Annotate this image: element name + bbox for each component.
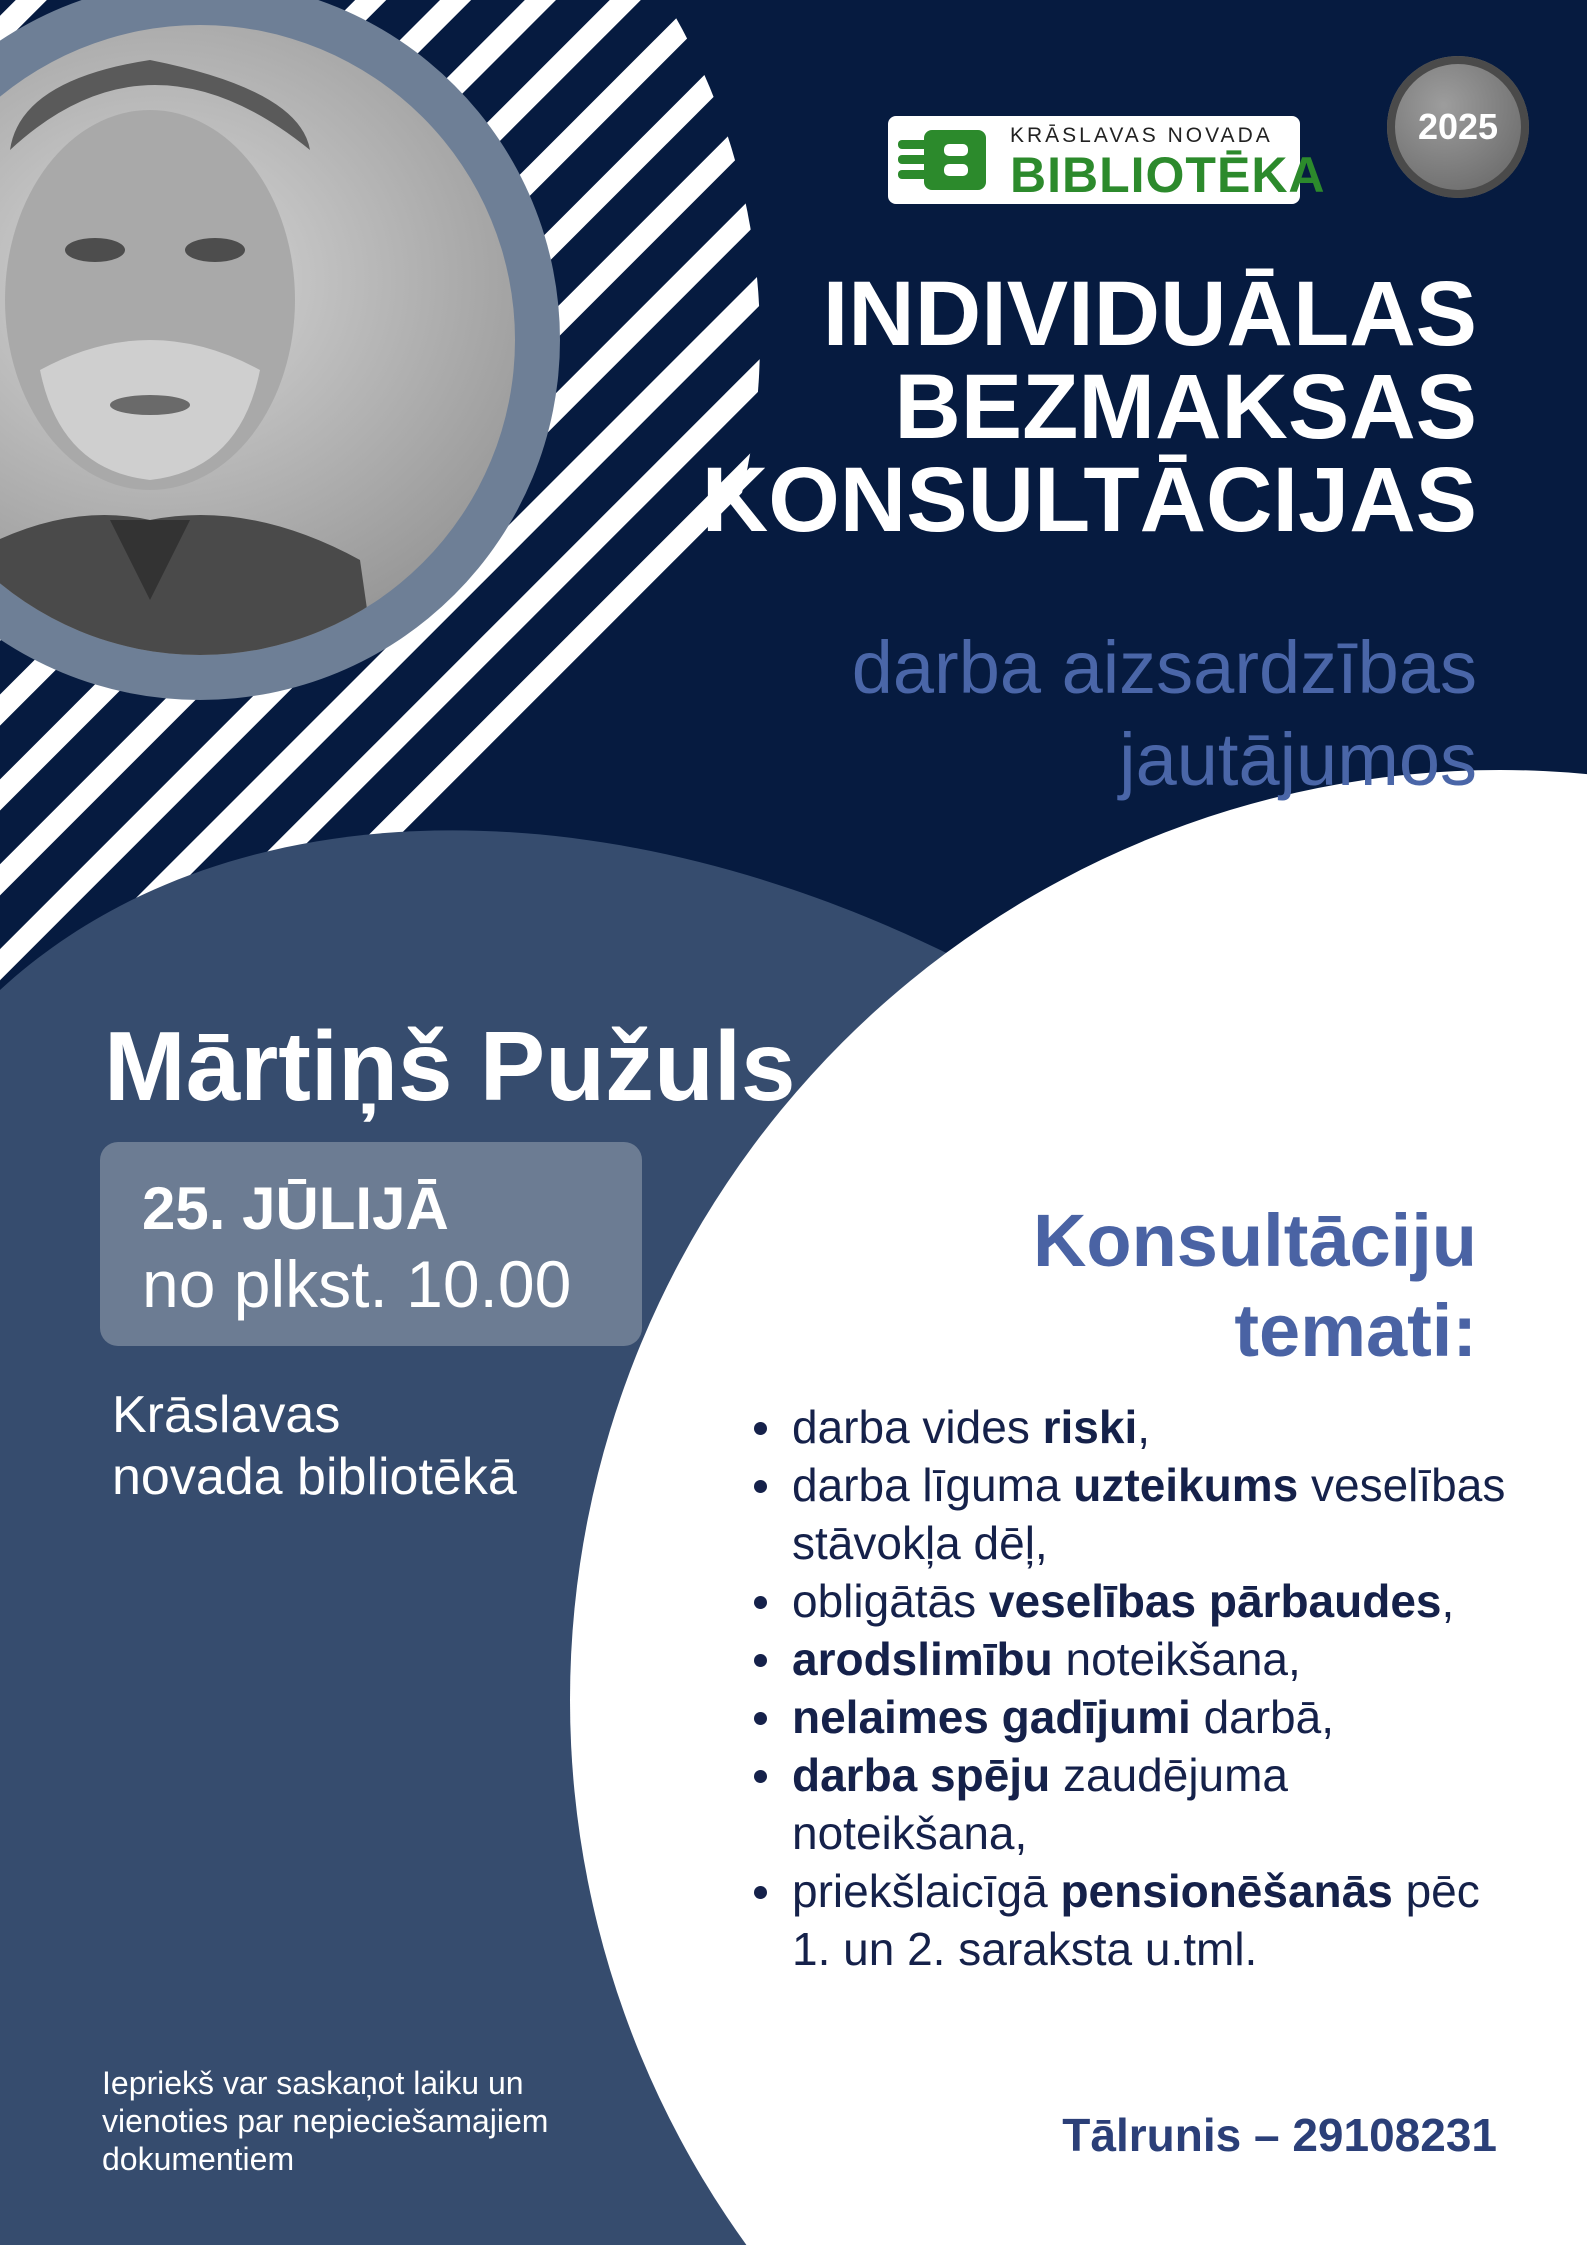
title-line: KONSULTĀCIJAS (701, 449, 1477, 551)
note-line: Iepriekš var saskaņot laiku un (102, 2065, 524, 2101)
note-line: dokumentiem (102, 2141, 295, 2177)
book-icon (894, 124, 1004, 196)
appointment-note (102, 2064, 548, 2178)
year-badge: 2025 (1387, 56, 1529, 198)
location-line: novada bibliotēkā (112, 1448, 517, 1506)
topics-list (750, 1398, 1510, 1978)
list-item: priekšlaicīgā pensionēšanās pēc 1. un 2. saraksta u.tml. (750, 1862, 1510, 1978)
speaker-name: Mārtiņš Pužuls (104, 1011, 796, 1121)
location-line: Krāslavas (112, 1386, 341, 1444)
list-item: arodslimību noteikšana, (750, 1630, 1510, 1688)
topics-heading (777, 1196, 1477, 1376)
phone-number[interactable]: Tālrunis – 29108231 (1062, 2109, 1497, 2161)
library-logo (888, 116, 1326, 204)
topics-heading-line: temati: (1234, 1289, 1477, 1372)
list-item: obligātās veselības pārbaudes, (750, 1572, 1510, 1630)
subtitle-line: jautājumos (1119, 718, 1477, 801)
poster-subtitle (477, 622, 1477, 806)
topics-heading-line: Konsultāciju (1032, 1199, 1477, 1282)
event-time: no plkst. 10.00 (142, 1247, 572, 1321)
subtitle-line: darba aizsardzības (851, 626, 1477, 709)
title-line: INDIVIDUĀLAS (822, 263, 1477, 365)
event-date: 25. JŪLIJĀ (142, 1175, 449, 1242)
logo-main-text: BIBLIOTĒKA (1010, 147, 1326, 203)
event-location (112, 1384, 517, 1508)
logo-top-text: KRĀSLAVAS NOVADA (1010, 124, 1273, 147)
note-line: vienoties par nepieciešamajiem (102, 2103, 549, 2139)
date-box (100, 1142, 642, 1346)
list-item: nelaimes gadījumi darbā, (750, 1688, 1510, 1746)
list-item: darba vides riski, (750, 1398, 1510, 1456)
title-line: BEZMAKSAS (894, 356, 1477, 458)
list-item: darba līguma uzteikums veselības stāvokļa dēļ, (750, 1456, 1510, 1572)
list-item: darba spēju zaudējuma noteikšana, (750, 1746, 1510, 1862)
poster-title (477, 263, 1477, 551)
